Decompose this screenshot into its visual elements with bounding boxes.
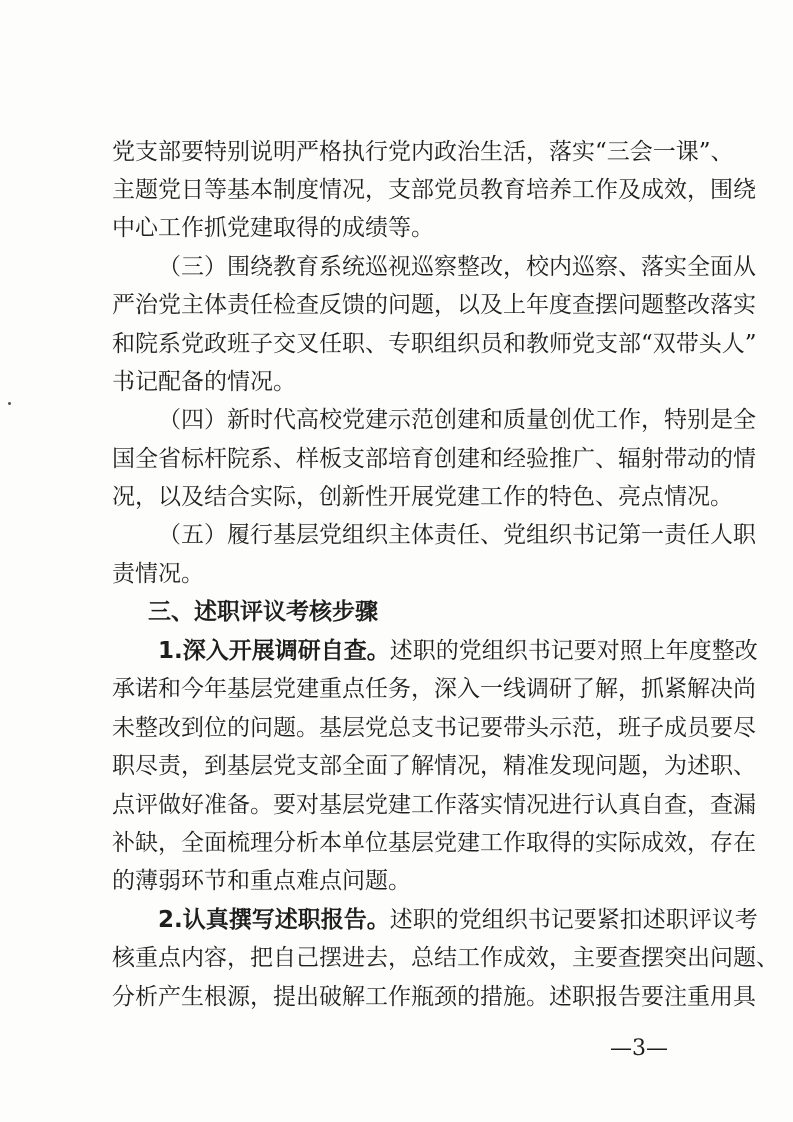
body-line: 点评做好准备。要对基层党建工作落实情况进行认真自查，查漏 bbox=[112, 792, 756, 818]
body-line: 未整改到位的问题。基层党总支书记要带头示范，班子成员要尽 bbox=[112, 715, 756, 741]
body-line: 中心工作抓党建取得的成绩等。 bbox=[112, 215, 434, 241]
body-line: （五）履行基层党组织主体责任、党组织书记第一责任人职 bbox=[158, 522, 756, 548]
page-number: —3— bbox=[610, 1036, 668, 1061]
body-line: 严治党主体责任检查反馈的问题，以及上年度查摆问题整改落实 bbox=[112, 292, 756, 318]
body-line: （三）围绕教育系统巡视巡察整改，校内巡察、落实全面从 bbox=[158, 254, 756, 280]
body-line: 核重点内容，把自己摆进去，总结工作成效，主要查摆突出问题、 bbox=[112, 945, 779, 971]
body-line: 书记配备的情况。 bbox=[112, 369, 296, 395]
scan-speck bbox=[8, 402, 11, 405]
step-2-first-line bbox=[158, 905, 758, 935]
body-line: 责情况。 bbox=[112, 561, 204, 587]
step-1-first-line bbox=[158, 636, 758, 666]
body-line: 职尽责，到基层党支部全面了解情况，精准发现问题，为述职、 bbox=[112, 753, 756, 779]
section-heading: 三、述职评议考核步骤 bbox=[148, 599, 378, 625]
body-line: 主题党日等基本制度情况，支部党员教育培养工作及成效，围绕 bbox=[112, 177, 756, 203]
body-line: 的薄弱环节和重点难点问题。 bbox=[112, 868, 411, 894]
body-line: 况，以及结合实际，创新性开展党建工作的特色、亮点情况。 bbox=[112, 484, 733, 510]
step-2-first-rest: 述职的党组织书记要紧扣述职评议考 bbox=[389, 907, 758, 933]
body-line: 分析产生根源，提出破解工作瓶颈的措施。述职报告要注重用具 bbox=[112, 984, 756, 1010]
step-1-first-rest: 述职的党组织书记要对照上年度整改 bbox=[389, 638, 758, 664]
body-line: 承诺和今年基层党建重点任务，深入一线调研了解，抓紧解决尚 bbox=[112, 676, 756, 702]
body-line: 和院系党政班子交叉任职、专职组织员和教师党支部“双带头人” bbox=[112, 331, 757, 357]
body-line: 党支部要特别说明严格执行党内政治生活，落实“三会一课”、 bbox=[112, 139, 734, 165]
body-line: 补缺，全面梳理分析本单位基层党建工作取得的实际成效，存在 bbox=[112, 830, 756, 856]
body-line: （四）新时代高校党建示范创建和质量创优工作，特别是全 bbox=[158, 407, 756, 433]
step-2-lead: 2.认真撰写述职报告。 bbox=[158, 907, 390, 933]
body-line: 国全省标杆院系、样板支部培育创建和经验推广、辐射带动的情 bbox=[112, 446, 756, 472]
step-1-lead: 1.深入开展调研自查。 bbox=[158, 638, 390, 664]
